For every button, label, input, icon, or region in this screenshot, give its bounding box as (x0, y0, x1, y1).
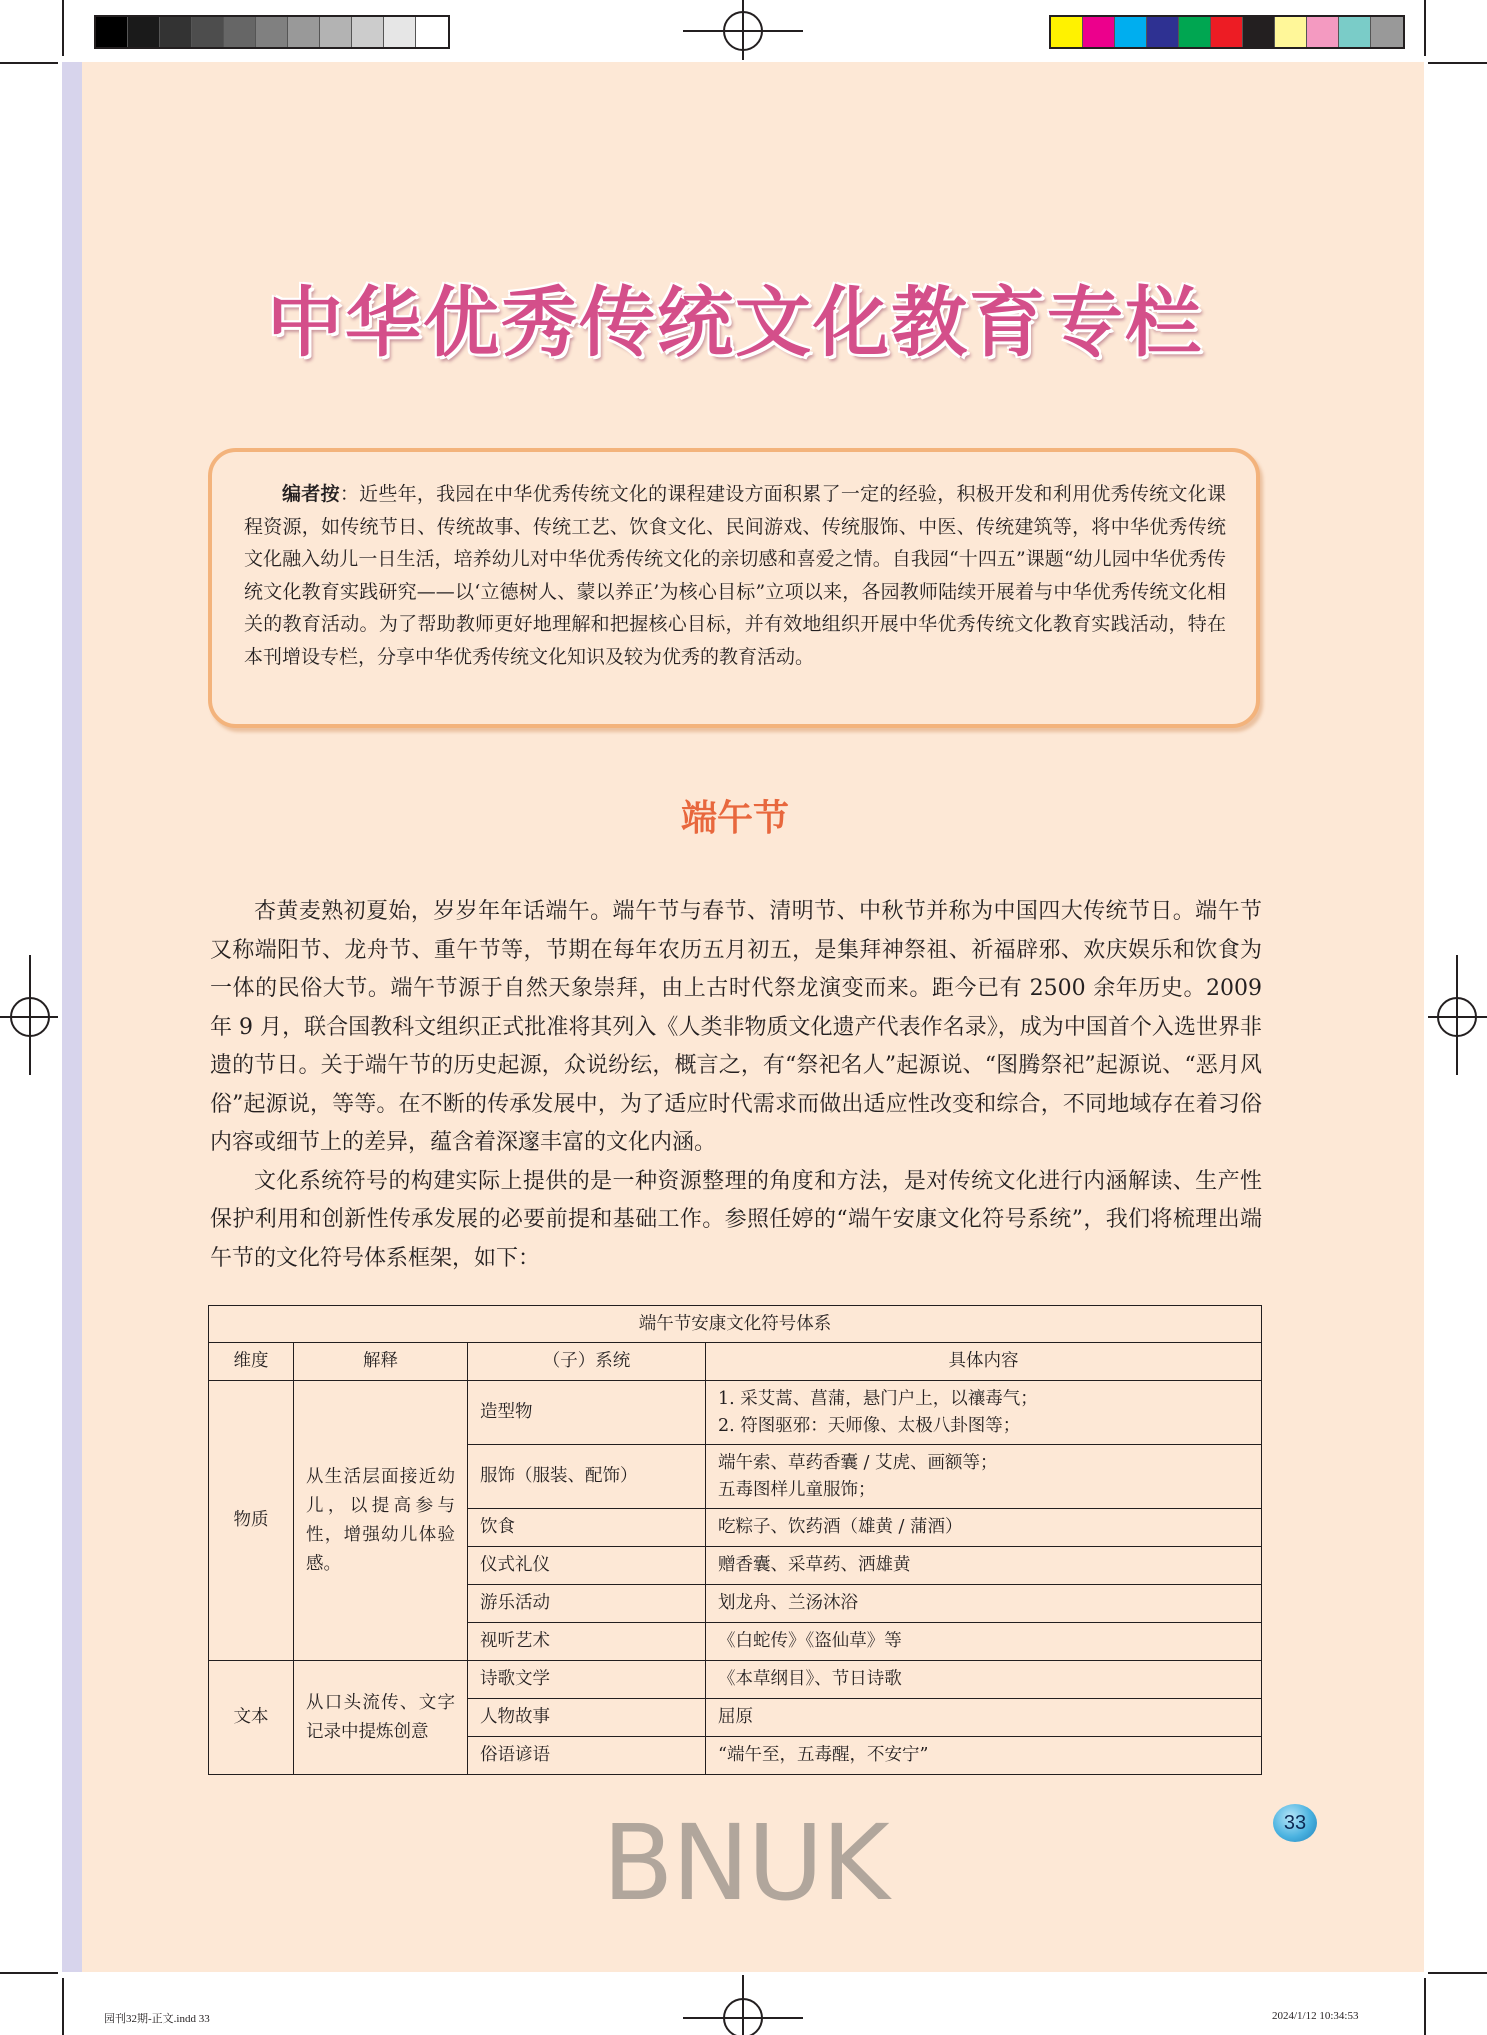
table-header: 解释 (294, 1343, 468, 1381)
content-line: 五毒图样儿童服饰； (718, 1479, 876, 1500)
system-cell: 饮食 (468, 1509, 706, 1547)
page-spine (62, 62, 82, 1972)
editor-note-lead: 编者按 (282, 483, 340, 505)
crop-mark (1428, 62, 1487, 64)
editor-note-box (208, 448, 1260, 728)
crop-mark (62, 0, 64, 56)
content-cell (706, 1381, 1262, 1445)
table-row (209, 1381, 1262, 1445)
slug-timestamp: 2024/1/12 10:34:53 (1272, 2010, 1359, 2022)
crop-mark (0, 62, 58, 64)
system-cell: 俗语谚语 (468, 1737, 706, 1775)
slug-file: 园刊32期-正文.indd 33 (104, 2013, 210, 2025)
color-swatches (1049, 15, 1405, 49)
content-cell: 《本草纲目》、节日诗歌 (706, 1661, 1262, 1699)
table-header: （子）系统 (468, 1343, 706, 1381)
system-cell: 仪式礼仪 (468, 1547, 706, 1585)
table-caption: 端午节安康文化符号体系 (209, 1306, 1262, 1343)
system-cell: 服饰（服装、配饰） (468, 1445, 706, 1509)
crop-mark (1428, 1972, 1487, 1974)
content-line: 2. 符图驱邪：天师像、太极八卦图等； (718, 1415, 1021, 1436)
crop-mark (1424, 0, 1426, 56)
table-row (209, 1661, 1262, 1699)
system-cell: 游乐活动 (468, 1585, 706, 1623)
crop-mark (62, 1978, 64, 2035)
section-title: 端午节 (680, 798, 789, 839)
paragraph: 文化系统符号的构建实际上提供的是一种资源整理的角度和方法，是对传统文化进行内涵解读、生产性保护利用和创新性传承发展的必要前提和基础工作。参照任婷的“端午安康文化符号系统”，我们将梳理出端午节的文化符号体系框架，如下： (210, 1168, 1262, 1271)
content-cell (706, 1445, 1262, 1509)
dimension-cell: 物质 (209, 1381, 294, 1661)
content-cell: 屈原 (706, 1699, 1262, 1737)
registration-mark (1456, 955, 1458, 1075)
table-header: 具体内容 (706, 1343, 1262, 1381)
registration-mark (29, 955, 31, 1075)
system-cell: 造型物 (468, 1381, 706, 1445)
paragraph: 杏黄麦熟初夏始，岁岁年年话端午。端午节与春节、清明节、中秋节并称为中国四大传统节日。端午节又称端阳节、龙舟节、重午节等，节期在每年农历五月初五，是集拜神祭祖、祈福辟邪、欢庆娱乐和饮食为一体的民俗大节。端午节源于自然天象崇拜，由上古时代祭龙演变而来。距今已有 2500 余年历史。2009 年 9 月，联合国教科文组织正式批准将其列入《人类非物质文化遗产代表作名录》，成为中国首个入选世界非遗的节日。关于端午节的历史起源，众说纷纭，概言之，有“祭祀名人”起源说、“图腾祭祀”起源说、“恶月风俗”起源说，等等。在不断的传承发展中，为了适应时代需求而做出适应性改变和综合，不同地域存在着习俗内容或细节上的差异，蕴含着深邃丰富的文化内涵。 (210, 899, 1262, 1155)
column-title: 中华优秀传统文化教育专栏 (267, 278, 1203, 367)
crop-mark (1424, 1978, 1426, 2035)
system-cell: 人物故事 (468, 1699, 706, 1737)
page-number-badge: 33 (1273, 1804, 1317, 1842)
content-line: 端午索、草药香囊 / 艾虎、画额等； (718, 1452, 998, 1473)
content-line: 1. 采艾蒿、菖蒲，悬门户上，以禳毒气； (718, 1388, 1038, 1409)
explanation-cell: 从生活层面接近幼儿，以提高参与性，增强幼儿体验感。 (294, 1381, 468, 1661)
editor-note-text: ：近些年，我园在中华优秀传统文化的课程建设方面积累了一定的经验，积极开发和利用优秀传统文化课程资源，如传统节日、传统故事、传统工艺、饮食文化、民间游戏、传统服饰、中医、传统建筑等，将中华优秀传统文化融入幼儿一日生活，培养幼儿对中华优秀传统文化的亲切感和喜爱之情。自我园“十四五”课题“幼儿园中华优秀传统文化教育实践研究——以‘立德树人、蒙以养正’为核心目标”立项以来，各园教师陆续开展着与中华优秀传统文化相关的教育活动。为了帮助教师更好地理解和把握核心目标，并有效地组织开展中华优秀传统文化教育实践活动，特在本刊增设专栏，分享中华优秀传统文化知识及较为优秀的教育活动。 (244, 483, 1226, 668)
content-cell: “端午至，五毒醒，不安宁” (706, 1737, 1262, 1775)
registration-mark (742, 1975, 744, 2035)
system-cell: 视听艺术 (468, 1623, 706, 1661)
system-cell: 诗歌文学 (468, 1661, 706, 1699)
dimension-cell: 文本 (209, 1661, 294, 1775)
content-cell: 赠香囊、采草药、洒雄黄 (706, 1547, 1262, 1585)
content-cell: 《白蛇传》《盗仙草》等 (706, 1623, 1262, 1661)
symbol-system-table (208, 1305, 1262, 1775)
content-cell: 划龙舟、兰汤沐浴 (706, 1585, 1262, 1623)
content-cell: 吃粽子、饮药酒（雄黄 / 蒲酒） (706, 1509, 1262, 1547)
registration-mark (742, 0, 744, 60)
article-body (210, 893, 1262, 1278)
grayscale-swatches (94, 15, 450, 49)
explanation-cell: 从口头流传、文字记录中提炼创意 (294, 1661, 468, 1775)
crop-mark (0, 1972, 58, 1974)
watermark: BNUK (602, 1802, 888, 1924)
table-header: 维度 (209, 1343, 294, 1381)
